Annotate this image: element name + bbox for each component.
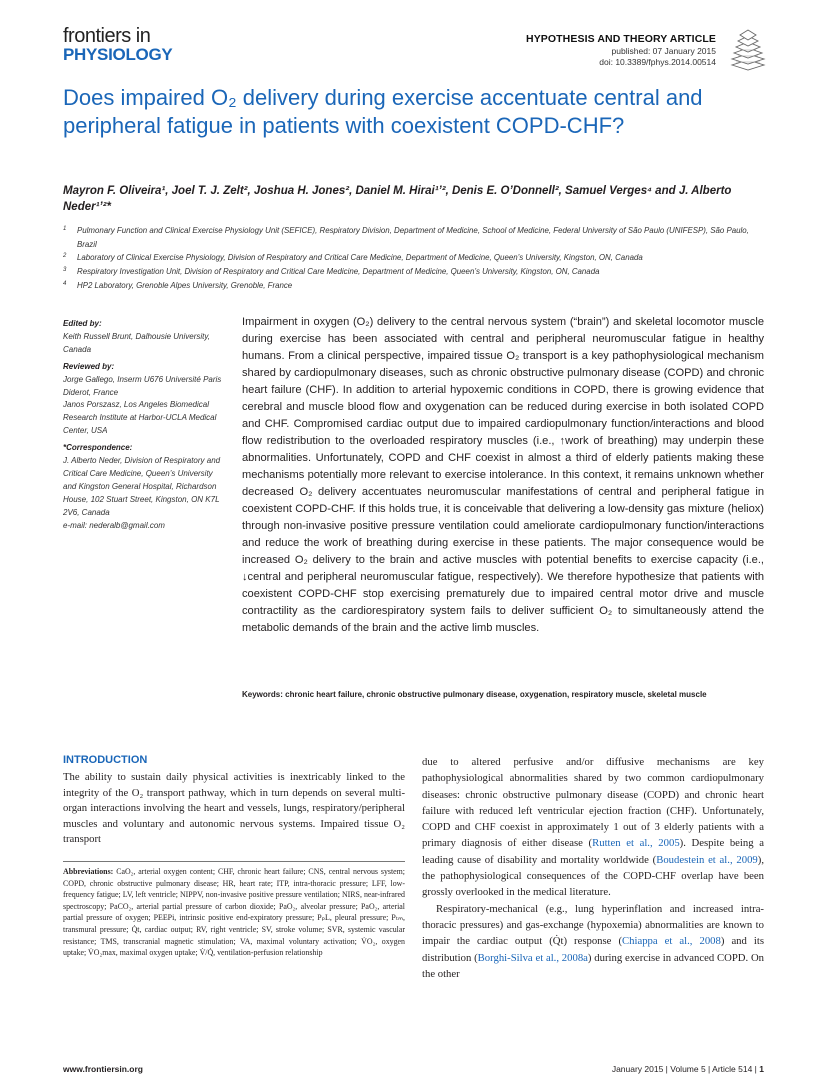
affiliations — [63, 224, 768, 293]
keywords-label: Keywords: — [242, 690, 283, 699]
section-heading-introduction: INTRODUCTION — [63, 754, 148, 766]
abstract: Impairment in oxygen (O₂) delivery to the central nervous system (“brain”) and skeletal locomotor muscle during exercise has been associated with central and peripheral neuromuscular fatigue in healthy humans. From a clinical perspective, impaired tissue O₂ transport is a key pathophysiological mechanism shared by cardiopulmonary diseases, such as chronic obstructive pulmonary disease (COPD) and chronic heart failure (CHF). In addition to arterial hypoxemic conditions in COPD, there is growing evidence that cerebral and muscle blood flow and oxygenation can be reduced during exercise in both isolated COPD and CHF. Compromised cardiac output due to impaired cardiopulmonary function/interactions and blood flow redistribution to the overloaded respiratory muscles (i.e., ↑work of breathing) may underpin these abnormalities. Unfortunately, COPD and CHF coexist in almost a third of elderly patients making these mechanisms potentially more relevant to exercise intolerance. In this context, it remains unknown whether decreased O₂ delivery accentuates neuromuscular manifestations of central and peripheral fatigue in coexistent COPD-CHF. If this holds true, it is conceivable that delivering a low-density gas mixture (heliox) through non-invasive positive pressure ventilation could ameliorate cardiopulmonary function/interactions and reduce the work of breathing during exercise in these patients. The major consequence would be increased O₂ delivery to the brain and active muscles with potential benefits to exercise capacity (i.e., ↓central and peripheral neuromuscular fatigue, respectively). We therefore hypothesize that patients with coexistent COPD-CHF stop exercising prematurely due to impaired central motor drive and muscle contractility as the cardiorespiratory system fails to deliver sufficient O₂ to simultaneously attend the metabolic demands of the brain and the active limb muscles. — [242, 316, 764, 634]
correspondence-email[interactable]: e-mail: nederalb@gmail.com — [63, 520, 165, 530]
intro-paragraph-1: The ability to sustain daily physical activities is inextricably linked to the integrity of the O₂ transport pathway, which in turn depends on several multi-organ interactions involving the heart and vessels, lungs, respiratory/peripheral muscles and voluntary and autonomic nervous systems. Impaired tissue O₂ transport — [63, 771, 405, 846]
citation-link[interactable]: Boudestein et al., 2009 — [656, 853, 758, 866]
affiliation-3 — [63, 265, 768, 279]
affiliation-number: 2 — [63, 253, 67, 260]
edited-by-label: Edited by: — [63, 319, 102, 328]
intro-text: ) during exercise in advanced COPD. On the other — [422, 951, 765, 980]
affiliation-number: 4 — [63, 280, 67, 287]
affiliation-number: 3 — [63, 267, 67, 274]
keywords — [242, 689, 764, 702]
intro-paragraph-3 — [422, 901, 764, 982]
abbreviations-label: Abbreviations: — [63, 867, 114, 876]
abbreviations-footnote — [63, 866, 405, 959]
affiliation-1 — [63, 224, 768, 251]
correspondence-label: *Correspondence: — [63, 443, 133, 453]
journal-logo-line1: frontiers in — [63, 25, 151, 47]
doi[interactable]: doi: 10.3389/fphys.2014.00514 — [599, 57, 716, 67]
affiliation-4 — [63, 279, 768, 293]
reviewed-by-label: Reviewed by: — [63, 361, 115, 371]
published-date: published: 07 January 2015 — [611, 46, 716, 56]
keywords-list: chronic heart failure, chronic obstructive pulmonary disease, oxygenation, respiratory muscle, skeletal muscle — [285, 690, 707, 699]
intro-text: Respiratory-mechanical (e.g., lung hyperinflation and increased intra-thoracic pressures) and gas-exchange (hypoxemia) abnormalities are known to impair the cardiac output (Q̇t) response ( — [422, 902, 764, 948]
footer-meta — [612, 1064, 764, 1074]
affiliation-text: Respiratory Investigation Unit, Division of Respiratory and Critical Care Medicine, Department of Medicine, Queen’s University, Kingston, ON, Canada — [77, 267, 600, 277]
author-list: Mayron F. Oliveira¹, Joel T. J. Zelt², Joshua H. Jones², Daniel M. Hirai¹ʼ², Denis E. O’Donnell², Samuel Verges⁴ and J. Alberto Neder¹ʼ²* — [63, 185, 732, 213]
intro-text: ) and its distribution ( — [422, 935, 764, 964]
affiliation-number: 1 — [63, 226, 67, 232]
page-number: 1 — [759, 1064, 764, 1074]
affiliation-2 — [63, 251, 768, 265]
intro-text: due to altered perfusive and/or diffusive mechanisms are key pathophysiological abnormalities shared by two common cardiopulmonary diseases: chronic obstructive pulmonary disease (COPD) and chronic heart failure with reduced left ventricular ejection fraction (CHF). Unfortunately, COPD and CHF coexist in approximately 1 out of 3 elderly patients with a primary diagnosis of either disease ( — [422, 756, 764, 850]
footer-website[interactable]: www.frontiersin.org — [63, 1064, 143, 1074]
reviewer-1: Jorge Gallego, Inserm U676 Université Paris Diderot, France — [63, 374, 222, 397]
abbreviations-text: CaO₂, arterial oxygen content; CHF, chronic heart failure; CNS, central nervous system; COPD, chronic obstructive pulmonary disease; HR, heart rate; ITP, intra-thoracic pressure; LFF, low-frequency fatigue; LV, left ventricle; NIPPV, non-invasive positive pressure ventilation; NIRS, near-infrared spectroscopy; PaCO₂, arterial partial pressure of carbon dioxide; PaO₂, alveolar pressure; PaO₂, arterial partial pressure of oxygen; PEEPi, intrinsic positive end-expiratory pressure; PₚL, pleural pressure; Pₜₘ, transmural pressure; Q̇t, cardiac output; RV, right ventricle; SV, stroke volume; SVR, systemic vascular resistance; TMS, transcranial magnetic stimulation; VA, maximal voluntary activation; V̇O₂, oxygen uptake; V̇O₂max, maximal oxygen uptake; V̇/Q̇, ventilation-perfusion relationship — [63, 867, 405, 958]
footnote-divider — [63, 861, 405, 862]
journal-stack-icon — [728, 25, 768, 71]
citation-link[interactable]: Rutten et al., 2005 — [592, 837, 680, 850]
article-type: HYPOTHESIS AND THEORY ARTICLE — [526, 33, 716, 45]
intro-text: ). Despite being a leading cause of disability and mortality worldwide ( — [422, 837, 764, 866]
journal-logo-line2: PHYSIOLOGY — [63, 45, 173, 64]
intro-text: ), the pathophysiological consequences of the COPD-CHF overlap have been grossly overlooked in the medical literature. — [422, 853, 765, 899]
footer-issue: January 2015 | Volume 5 | Article 514 | — [611, 1064, 757, 1074]
correspondence-address: J. Alberto Neder, Division of Respiratory and Critical Care Medicine, Queen’s University and Kingston General Hospital, Richardson House, 102 Stuart Street, Kingston, ON K7L 2V6, Canada — [63, 456, 221, 517]
citation-link[interactable]: Chiappa et al., 2008 — [622, 935, 721, 948]
editor: Keith Russell Brunt, Dalhousie University, Canada — [63, 331, 211, 354]
affiliation-text: HP2 Laboratory, Grenoble Alpes University, Grenoble, France — [77, 280, 293, 290]
editorial-sidebar — [63, 318, 223, 533]
intro-column-2 — [422, 754, 764, 982]
reviewer-2: Janos Porszasz, Los Angeles Biomedical Research Institute at Harbor-UCLA Medical Center, USA — [63, 400, 217, 436]
affiliation-text: Laboratory of Clinical Exercise Physiology, Division of Respiratory and Critical Care Medicine, Department of Medicine, Queen’s University, Kingston, ON, Canada — [77, 253, 643, 263]
article-title: Does impaired O₂ delivery during exercise accentuate central and peripheral fatigue in patients with coexistent COPD-CHF? — [63, 85, 703, 138]
affiliation-text: Pulmonary Function and Clinical Exercise Physiology Unit (SEFICE), Respiratory Division, Department of Medicine, School of Medicine, Federal University of São Paulo (UNIFESP), São Paulo, Brazil — [77, 226, 749, 249]
citation-link[interactable]: Borghi-Silva et al., 2008a — [477, 951, 588, 964]
